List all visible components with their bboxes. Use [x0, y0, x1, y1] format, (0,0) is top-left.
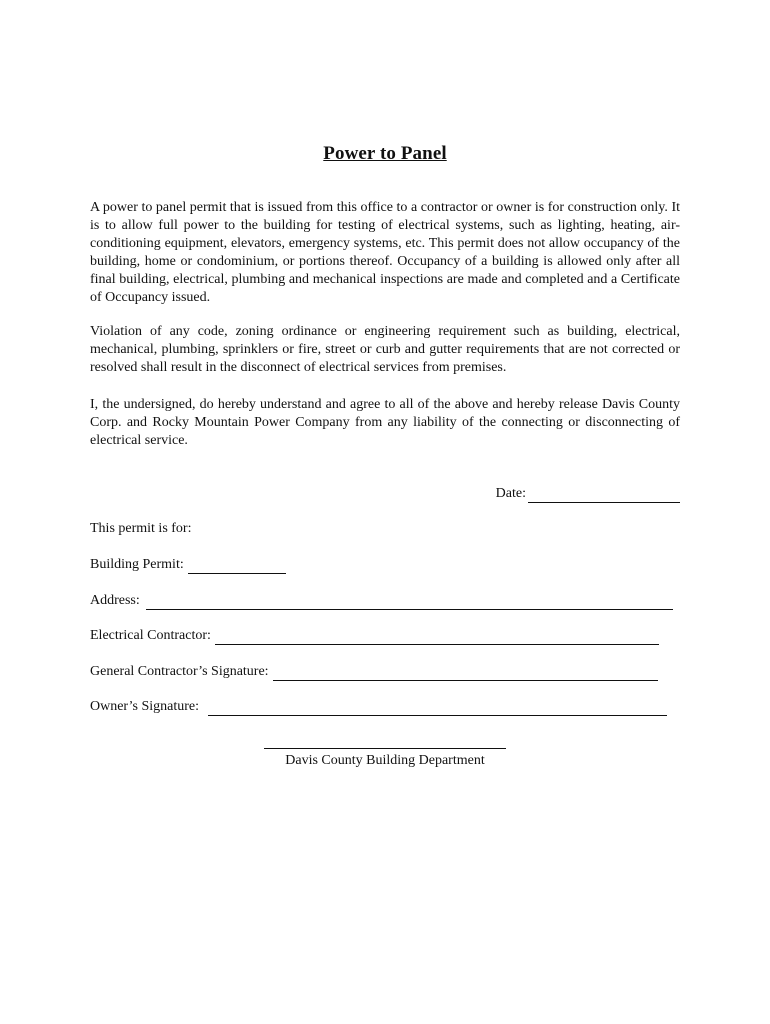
date-field[interactable]: [528, 488, 680, 503]
document-title: Power to Panel: [323, 143, 447, 164]
date-label: Date:: [495, 486, 526, 501]
department-name: Davis County Building Department: [285, 753, 485, 768]
date-row: [496, 485, 680, 503]
building-permit-row: [90, 556, 286, 574]
general-contractor-signature-row: [90, 663, 658, 681]
owner-signature-label: Owner’s Signature:: [90, 699, 199, 714]
paragraph-permit-description: A power to panel permit that is issued from this office to a contractor or owner is for construction only. It is to allow full power to the building for testing of electrical systems, such as lighting, heating, air-conditioning equipment, elevators, emergency systems, etc. This permit does not allow occupancy of the building, home or condominium, or portions thereof. Occupancy of a building is allowed only after all final building, electrical, plumbing and mechanical inspections are made and completed and a Certificate of Occupancy issued.: [90, 200, 680, 305]
address-label: Address:: [90, 593, 140, 608]
electrical-contractor-field[interactable]: [215, 630, 659, 645]
building-permit-field[interactable]: [188, 559, 286, 574]
building-permit-label: Building Permit:: [90, 557, 184, 572]
address-row: [90, 592, 673, 610]
department-signature-line[interactable]: [264, 748, 506, 749]
general-contractor-signature-field[interactable]: [273, 666, 658, 681]
owner-signature-field[interactable]: [208, 701, 667, 716]
electrical-contractor-row: [90, 627, 659, 645]
address-field[interactable]: [146, 595, 673, 610]
owner-signature-row: [90, 698, 667, 716]
paragraph-violation: Violation of any code, zoning ordinance or engineering requirement such as building, electrical, mechanical, plumbing, sprinklers or fire, street or curb and gutter requirements that are not corrected or resolved shall result in the disconnect of electrical services from premises.: [90, 324, 680, 375]
paragraph-agreement: I, the undersigned, do hereby understand and agree to all of the above and hereby release Davis County Corp. and Rocky Mountain Power Company from any liability of the connecting or disconnecting of electrical service.: [90, 397, 680, 448]
general-contractor-signature-label: General Contractor’s Signature:: [90, 664, 269, 679]
electrical-contractor-label: Electrical Contractor:: [90, 628, 211, 643]
permit-for-label: This permit is for:: [90, 521, 192, 536]
